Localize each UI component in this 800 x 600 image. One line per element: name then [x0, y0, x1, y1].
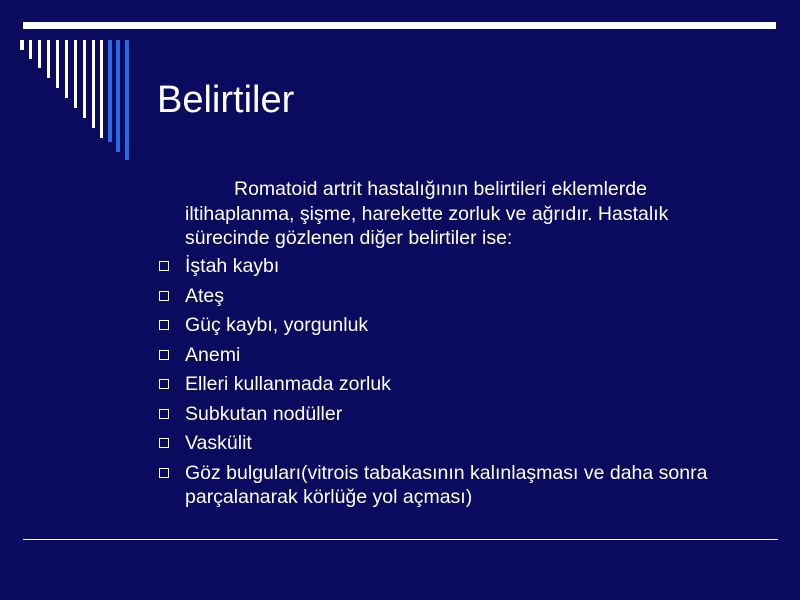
stripe [83, 40, 86, 118]
list-item-text: Vaskülit [185, 432, 252, 454]
list-item-text: Elleri kullanmada zorluk [185, 373, 391, 395]
list-item [0, 461, 755, 510]
hollow-square-icon [159, 379, 169, 389]
list-item-text: Güç kaybı, yorgunluk [185, 314, 369, 336]
hollow-square-icon [159, 320, 169, 330]
list-item [0, 402, 755, 432]
stripe [125, 40, 129, 160]
list-item [0, 431, 755, 461]
bottom-divider [23, 539, 778, 540]
hollow-square-icon [159, 409, 169, 419]
stripe [116, 40, 120, 152]
hollow-square-icon [159, 350, 169, 360]
hollow-square-icon [159, 468, 169, 478]
stripe [56, 40, 59, 88]
hollow-square-icon [159, 261, 169, 271]
list-item [0, 254, 755, 284]
stripe [74, 40, 77, 108]
list-item [0, 372, 755, 402]
stripe [92, 40, 95, 128]
stripe [100, 40, 103, 138]
symptom-list [0, 254, 800, 510]
stripe [65, 40, 68, 98]
list-item-text: Anemi [185, 343, 241, 366]
stripe [108, 40, 112, 142]
stripe [29, 40, 32, 59]
stripe [47, 40, 50, 78]
top-divider [23, 22, 776, 29]
stripe-group [20, 40, 129, 160]
stripe [38, 40, 41, 68]
stripe [20, 40, 24, 50]
list-item-text: İştah kaybı [185, 255, 280, 277]
list-item [0, 313, 755, 343]
list-item [0, 284, 755, 314]
intro-paragraph: Romatoid artrit hastalığının belirtileri eklemlerde iltihaplanma, şişme, harekette zorluk ve ağrıdır. Hastalık sürecinde gözlenen diğer belirtiler ise: [185, 178, 669, 249]
list-item-text: Subkutan nodüller [185, 402, 343, 425]
list-item [0, 343, 755, 373]
hollow-square-icon [159, 438, 169, 448]
list-item-text: Ateş [185, 284, 225, 307]
list-item-text: Göz bulguları(vitrois tabakasının kalınlaşması ve daha sonra parçalanarak körlüğe yol açması) [185, 461, 708, 508]
slide-title: Belirtiler [157, 79, 295, 121]
hollow-square-icon [159, 291, 169, 301]
